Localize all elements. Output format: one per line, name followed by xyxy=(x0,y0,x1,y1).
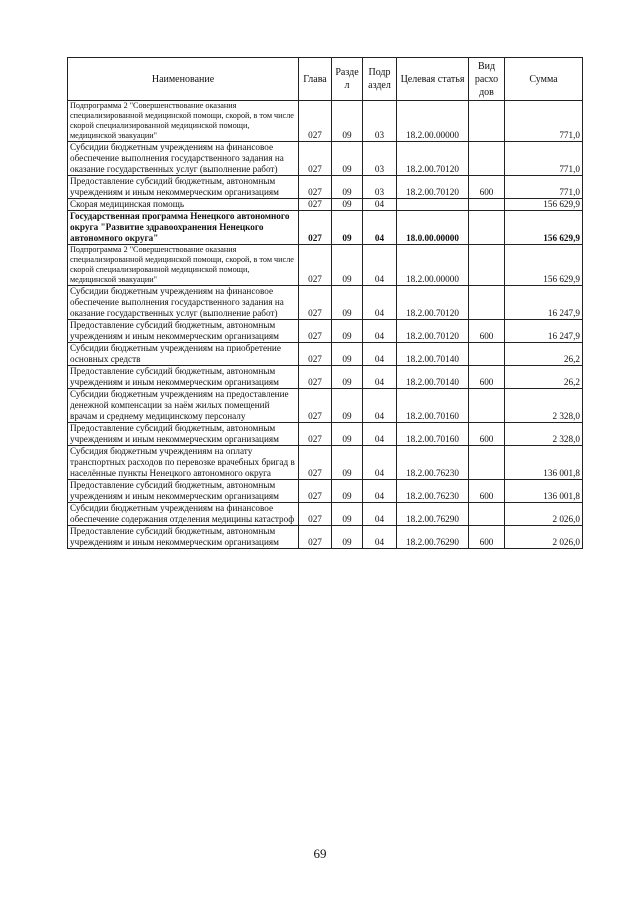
header-podrazdel: Подр аздел xyxy=(363,58,397,101)
row-podrazdel: 04 xyxy=(363,503,397,526)
row-vid: 600 xyxy=(469,176,505,199)
row-name: Подпрограмма 2 "Совершенствование оказания специализированной медицинской помощи, скорой, в том числе скорой специализированной медицинской помощи, медицинской эвакуации" xyxy=(68,101,299,142)
row-vid: 600 xyxy=(469,320,505,343)
header-article: Целевая статья xyxy=(397,58,469,101)
table-row xyxy=(68,343,583,366)
row-sum: 2 328,0 xyxy=(505,389,583,423)
row-article: 18.2.00.70120 xyxy=(397,176,469,199)
row-name: Субсидии бюджетным учреждениям на приобретение основных средств xyxy=(68,343,299,366)
row-glava: 027 xyxy=(299,101,332,142)
row-sum: 156 629,9 xyxy=(505,199,583,211)
row-podrazdel: 03 xyxy=(363,101,397,142)
row-razdel: 09 xyxy=(332,503,363,526)
row-glava: 027 xyxy=(299,423,332,446)
table-row xyxy=(68,176,583,199)
table-row xyxy=(68,211,583,245)
row-article: 18.2.00.70120 xyxy=(397,286,469,320)
row-sum: 2 026,0 xyxy=(505,526,583,549)
row-article: 18.2.00.00000 xyxy=(397,245,469,286)
row-vid: 600 xyxy=(469,366,505,389)
row-vid xyxy=(469,211,505,245)
row-sum: 26,2 xyxy=(505,343,583,366)
budget-table xyxy=(67,57,583,549)
row-vid: 600 xyxy=(469,526,505,549)
row-sum: 26,2 xyxy=(505,366,583,389)
row-podrazdel: 04 xyxy=(363,199,397,211)
row-vid xyxy=(469,446,505,480)
row-vid xyxy=(469,199,505,211)
table-row xyxy=(68,526,583,549)
table-header xyxy=(68,58,583,101)
row-podrazdel: 04 xyxy=(363,245,397,286)
row-article: 18.2.00.70120 xyxy=(397,320,469,343)
table-row xyxy=(68,389,583,423)
row-vid: 600 xyxy=(469,423,505,446)
row-razdel: 09 xyxy=(332,245,363,286)
row-razdel: 09 xyxy=(332,176,363,199)
row-sum: 771,0 xyxy=(505,142,583,176)
row-name: Предоставление субсидий бюджетным, автономным учреждениям и иным некоммерческим организациям xyxy=(68,176,299,199)
row-glava: 027 xyxy=(299,286,332,320)
row-glava: 027 xyxy=(299,343,332,366)
row-sum: 136 001,8 xyxy=(505,446,583,480)
row-glava: 027 xyxy=(299,176,332,199)
row-name: Предоставление субсидий бюджетным, автономным учреждениям и иным некоммерческим организациям xyxy=(68,320,299,343)
row-name: Субсидии бюджетным учреждениям на предоставление денежной компенсации за наём жилых помещений врачам и среднему медицинскому персоналу xyxy=(68,389,299,423)
row-article: 18.2.00.76230 xyxy=(397,446,469,480)
row-article: 18.2.00.76230 xyxy=(397,480,469,503)
row-sum: 771,0 xyxy=(505,176,583,199)
row-article: 18.2.00.76290 xyxy=(397,526,469,549)
row-vid xyxy=(469,343,505,366)
row-sum: 16 247,9 xyxy=(505,320,583,343)
row-razdel: 09 xyxy=(332,286,363,320)
row-glava: 027 xyxy=(299,526,332,549)
row-podrazdel: 04 xyxy=(363,211,397,245)
row-podrazdel: 04 xyxy=(363,446,397,480)
row-podrazdel: 04 xyxy=(363,366,397,389)
row-name: Предоставление субсидий бюджетным, автономным учреждениям и иным некоммерческим организациям xyxy=(68,366,299,389)
table-row xyxy=(68,286,583,320)
row-sum: 2 026,0 xyxy=(505,503,583,526)
row-razdel: 09 xyxy=(332,211,363,245)
row-podrazdel: 04 xyxy=(363,343,397,366)
row-podrazdel: 04 xyxy=(363,480,397,503)
row-podrazdel: 04 xyxy=(363,526,397,549)
row-podrazdel: 03 xyxy=(363,142,397,176)
row-glava: 027 xyxy=(299,446,332,480)
row-sum: 2 328,0 xyxy=(505,423,583,446)
row-glava: 027 xyxy=(299,389,332,423)
row-name: Субсидия бюджетным учреждениям на оплату транспортных расходов по перевозке врачебных бригад в населённые пункты Ненецкого автономного округа xyxy=(68,446,299,480)
header-sum: Сумма xyxy=(505,58,583,101)
row-razdel: 09 xyxy=(332,423,363,446)
table-row xyxy=(68,320,583,343)
row-razdel: 09 xyxy=(332,389,363,423)
row-sum: 771,0 xyxy=(505,101,583,142)
row-glava: 027 xyxy=(299,199,332,211)
row-vid xyxy=(469,286,505,320)
row-razdel: 09 xyxy=(332,343,363,366)
row-name: Государственная программа Ненецкого автономного округа "Развитие здравоохранения Ненецкого автономного округа" xyxy=(68,211,299,245)
header-name: Наименование xyxy=(68,58,299,101)
row-podrazdel: 04 xyxy=(363,389,397,423)
row-razdel: 09 xyxy=(332,366,363,389)
table-row xyxy=(68,142,583,176)
header-razdel: Разде л xyxy=(332,58,363,101)
row-razdel: 09 xyxy=(332,101,363,142)
page-number: 69 xyxy=(313,846,327,861)
row-article: 18.2.00.70140 xyxy=(397,343,469,366)
row-name: Предоставление субсидий бюджетным, автономным учреждениям и иным некоммерческим организациям xyxy=(68,526,299,549)
table-row xyxy=(68,199,583,211)
row-name: Субсидии бюджетным учреждениям на финансовое обеспечение содержания отделения медицины катастроф xyxy=(68,503,299,526)
row-name: Предоставление субсидий бюджетным, автономным учреждениям и иным некоммерческим организациям xyxy=(68,423,299,446)
row-name: Субсидии бюджетным учреждениям на финансовое обеспечение выполнения государственного задания на оказание государственных услуг (выполнение работ) xyxy=(68,286,299,320)
table-row xyxy=(68,503,583,526)
row-sum: 16 247,9 xyxy=(505,286,583,320)
row-razdel: 09 xyxy=(332,446,363,480)
header-vid: Вид расхо дов xyxy=(469,58,505,101)
table-row xyxy=(68,423,583,446)
row-razdel: 09 xyxy=(332,526,363,549)
row-podrazdel: 03 xyxy=(363,176,397,199)
row-name: Предоставление субсидий бюджетным, автономным учреждениям и иным некоммерческим организациям xyxy=(68,480,299,503)
row-podrazdel: 04 xyxy=(363,286,397,320)
row-vid xyxy=(469,245,505,286)
row-name: Субсидии бюджетным учреждениям на финансовое обеспечение выполнения государственного задания на оказание государственных услуг (выполнение работ) xyxy=(68,142,299,176)
row-razdel: 09 xyxy=(332,320,363,343)
row-glava: 027 xyxy=(299,480,332,503)
row-name: Скорая медицинская помощь xyxy=(68,199,299,211)
row-glava: 027 xyxy=(299,211,332,245)
row-glava: 027 xyxy=(299,366,332,389)
row-article: 18.2.00.70120 xyxy=(397,142,469,176)
row-article: 18.2.00.70140 xyxy=(397,366,469,389)
row-article: 18.2.00.70160 xyxy=(397,423,469,446)
row-article: 18.2.00.00000 xyxy=(397,101,469,142)
row-razdel: 09 xyxy=(332,480,363,503)
row-article: 18.0.00.00000 xyxy=(397,211,469,245)
row-article: 18.2.00.70160 xyxy=(397,389,469,423)
row-sum: 136 001,8 xyxy=(505,480,583,503)
row-glava: 027 xyxy=(299,320,332,343)
row-vid: 600 xyxy=(469,480,505,503)
row-glava: 027 xyxy=(299,245,332,286)
row-vid xyxy=(469,389,505,423)
table-row xyxy=(68,101,583,142)
row-article: 18.2.00.76290 xyxy=(397,503,469,526)
table-body xyxy=(68,101,583,549)
row-vid xyxy=(469,503,505,526)
row-glava: 027 xyxy=(299,503,332,526)
row-name: Подпрограмма 2 "Совершенствование оказания специализированной медицинской помощи, скорой, в том числе скорой специализированной медицинской помощи, медицинской эвакуации" xyxy=(68,245,299,286)
row-sum: 156 629,9 xyxy=(505,211,583,245)
table-row xyxy=(68,366,583,389)
row-razdel: 09 xyxy=(332,142,363,176)
row-razdel: 09 xyxy=(332,199,363,211)
row-sum: 156 629,9 xyxy=(505,245,583,286)
row-vid xyxy=(469,101,505,142)
table-row xyxy=(68,446,583,480)
header-glava: Глава xyxy=(299,58,332,101)
row-podrazdel: 04 xyxy=(363,423,397,446)
row-glava: 027 xyxy=(299,142,332,176)
row-article xyxy=(397,199,469,211)
row-vid xyxy=(469,142,505,176)
row-podrazdel: 04 xyxy=(363,320,397,343)
table-row xyxy=(68,480,583,503)
table-row xyxy=(68,245,583,286)
